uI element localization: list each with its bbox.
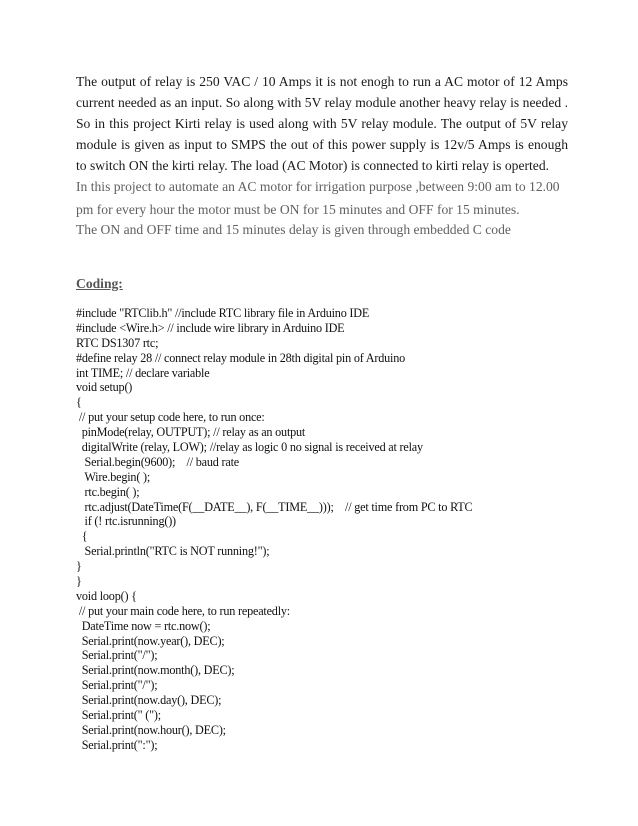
- code-line: Serial.print(" (");: [76, 708, 161, 723]
- code-line: }: [76, 574, 82, 589]
- code-line: RTC DS1307 rtc;: [76, 335, 159, 350]
- code-line: #include "RTClib.h" //include RTC library file in Arduino IDE: [76, 306, 370, 320]
- code-line: Wire.begin( );: [76, 469, 151, 484]
- coding-heading: Coding:: [76, 276, 123, 291]
- code-line: // put your setup code here, to run once:: [76, 410, 265, 425]
- code-line: {: [76, 395, 82, 410]
- code-line: void loop() {: [76, 588, 137, 603]
- paragraph-relay-description: The output of relay is 250 VAC / 10 Amps it is not enogh to run a AC motor of 12 Amps current needed as an input. So along with 5V relay module another heavy relay is needed . So in this project Kirti relay is used along with 5V relay module. The output of 5V relay module is given as input to SMPS the out of this power supply is 12v/5 Amps is enough to switch ON the kirti relay. The load (AC Motor) is connected to kirti relay is operted.: [76, 74, 568, 173]
- code-line: {: [76, 529, 88, 544]
- code-line: #include <Wire.h> // include wire library in Arduino IDE: [76, 320, 345, 335]
- code-line: digitalWrite (relay, LOW); //relay as logic 0 no signal is received at relay: [76, 440, 423, 455]
- code-line: Serial.print(now.day(), DEC);: [76, 693, 222, 708]
- code-line: Serial.print(now.year(), DEC);: [76, 633, 225, 648]
- code-line: pinMode(relay, OUTPUT); // relay as an output: [76, 425, 306, 440]
- paragraph-automation-description: In this project to automate an AC motor for irrigation purpose ,between 9:00 am to 12.00 pm for every hour the motor must be ON for 15 minutes and OFF for 15 minutes.: [76, 179, 560, 217]
- code-line: if (! rtc.isrunning()): [76, 514, 176, 529]
- code-line: Serial.print("/");: [76, 648, 158, 663]
- code-line: Serial.print(":");: [76, 737, 158, 752]
- code-line: #define relay 28 // connect relay module in 28th digital pin of Arduino: [76, 350, 405, 365]
- code-line: int TIME; // declare variable: [76, 365, 210, 380]
- code-line: Serial.println("RTC is NOT running!");: [76, 544, 270, 559]
- code-line: rtc.adjust(DateTime(F(__DATE__), F(__TIME__))); // get time from PC to RTC: [76, 499, 473, 514]
- code-line: // put your main code here, to run repeatedly:: [76, 603, 290, 618]
- code-line: DateTime now = rtc.now();: [76, 618, 211, 633]
- code-line: Serial.print(now.hour(), DEC);: [76, 722, 226, 737]
- code-line: Serial.begin(9600); // baud rate: [76, 454, 239, 469]
- code-line: rtc.begin( );: [76, 484, 140, 499]
- code-line: void setup(): [76, 380, 133, 395]
- code-line: Serial.print("/");: [76, 678, 158, 693]
- code-line: Serial.print(now.month(), DEC);: [76, 663, 235, 678]
- code-block: [76, 306, 576, 753]
- code-line: }: [76, 559, 82, 574]
- paragraph-code-intro: The ON and OFF time and 15 minutes delay is given through embedded C code: [76, 222, 511, 237]
